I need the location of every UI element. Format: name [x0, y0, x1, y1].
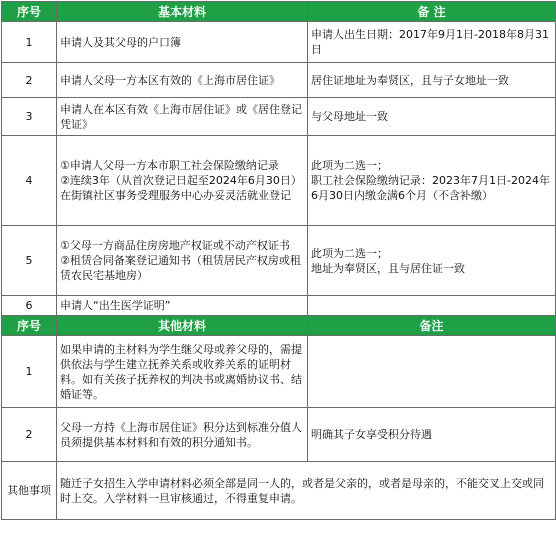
- row-number: 3: [2, 98, 57, 136]
- row-material: 申请人“出生医学证明”: [57, 296, 308, 316]
- header-notes: 备注: [308, 316, 556, 336]
- row-note: 居住证地址为奉贤区，且与子女地址一致: [308, 63, 556, 98]
- table-row: [2, 22, 556, 63]
- other-matters-text: 随迁子女招生入学申请材料必须全部是同一人的，或者是父亲的，或者是母亲的，不能交叉上交或同时上交。入学材料一旦审核通过，不得重复申请。: [57, 462, 556, 520]
- row-note: 此项为二选一； 职工社会保险缴纳记录：2023年7月1日-2024年6月30日内缴金满6个月（不含补缴）: [308, 136, 556, 226]
- row-note: 明确其子女享受积分待遇: [308, 408, 556, 462]
- header-basic-materials: 基本材料: [57, 2, 308, 22]
- table-row: [2, 63, 556, 98]
- other-matters-row: [2, 462, 556, 520]
- header-notes: 备 注: [308, 2, 556, 22]
- header-no: 序号: [2, 2, 57, 22]
- table-row: [2, 98, 556, 136]
- row-material: 申请人及其父母的户口簿: [57, 22, 308, 63]
- row-note: 申请人出生日期：2017年9月1日-2018年8月31日: [308, 22, 556, 63]
- row-note: 此项为二选一； 地址为奉贤区，且与居住证一致: [308, 226, 556, 296]
- row-material: 申请人在本区有效《上海市居住证》或《居住登记凭证》: [57, 98, 308, 136]
- row-material: 申请人父母一方本区有效的《上海市居住证》: [57, 63, 308, 98]
- row-number: 6: [2, 296, 57, 316]
- row-material: ①父母一方商品住房房地产权证或不动产权证书 ②租赁合同备案登记通知书（租赁居民产权房或租赁农民宅基地房）: [57, 226, 308, 296]
- table-row: [2, 336, 556, 408]
- row-material: 父母一方持《上海市居住证》积分达到标准分值人员须提供基本材料和有效的积分通知书。: [57, 408, 308, 462]
- basic-materials-header: [2, 2, 556, 22]
- other-matters-label: 其他事项: [2, 462, 57, 520]
- other-materials-header: [2, 316, 556, 336]
- row-note: [308, 336, 556, 408]
- row-material: ①申请人父母一方本市职工社会保险缴纳记录 ②连续3年（从首次登记日起至2024年6月30日）在街镇社区事务受理服务中心办妥灵活就业登记: [57, 136, 308, 226]
- row-number: 4: [2, 136, 57, 226]
- row-note: 与父母地址一致: [308, 98, 556, 136]
- row-number: 5: [2, 226, 57, 296]
- table-row: [2, 136, 556, 226]
- table-row: [2, 296, 556, 316]
- table-row: [2, 408, 556, 462]
- row-material: 如果申请的主材料为学生继父母或养父母的，需提供依法与学生建立抚养关系或收养关系的证明材料。如有关孩子抚养权的判决书或离婚协议书、结婚证等。: [57, 336, 308, 408]
- table-row: [2, 226, 556, 296]
- row-number: 1: [2, 22, 57, 63]
- row-note: [308, 296, 556, 316]
- header-no: 序号: [2, 316, 57, 336]
- row-number: 2: [2, 408, 57, 462]
- header-other-materials: 其他材料: [57, 316, 308, 336]
- row-number: 2: [2, 63, 57, 98]
- materials-table: [1, 1, 556, 520]
- row-number: 1: [2, 336, 57, 408]
